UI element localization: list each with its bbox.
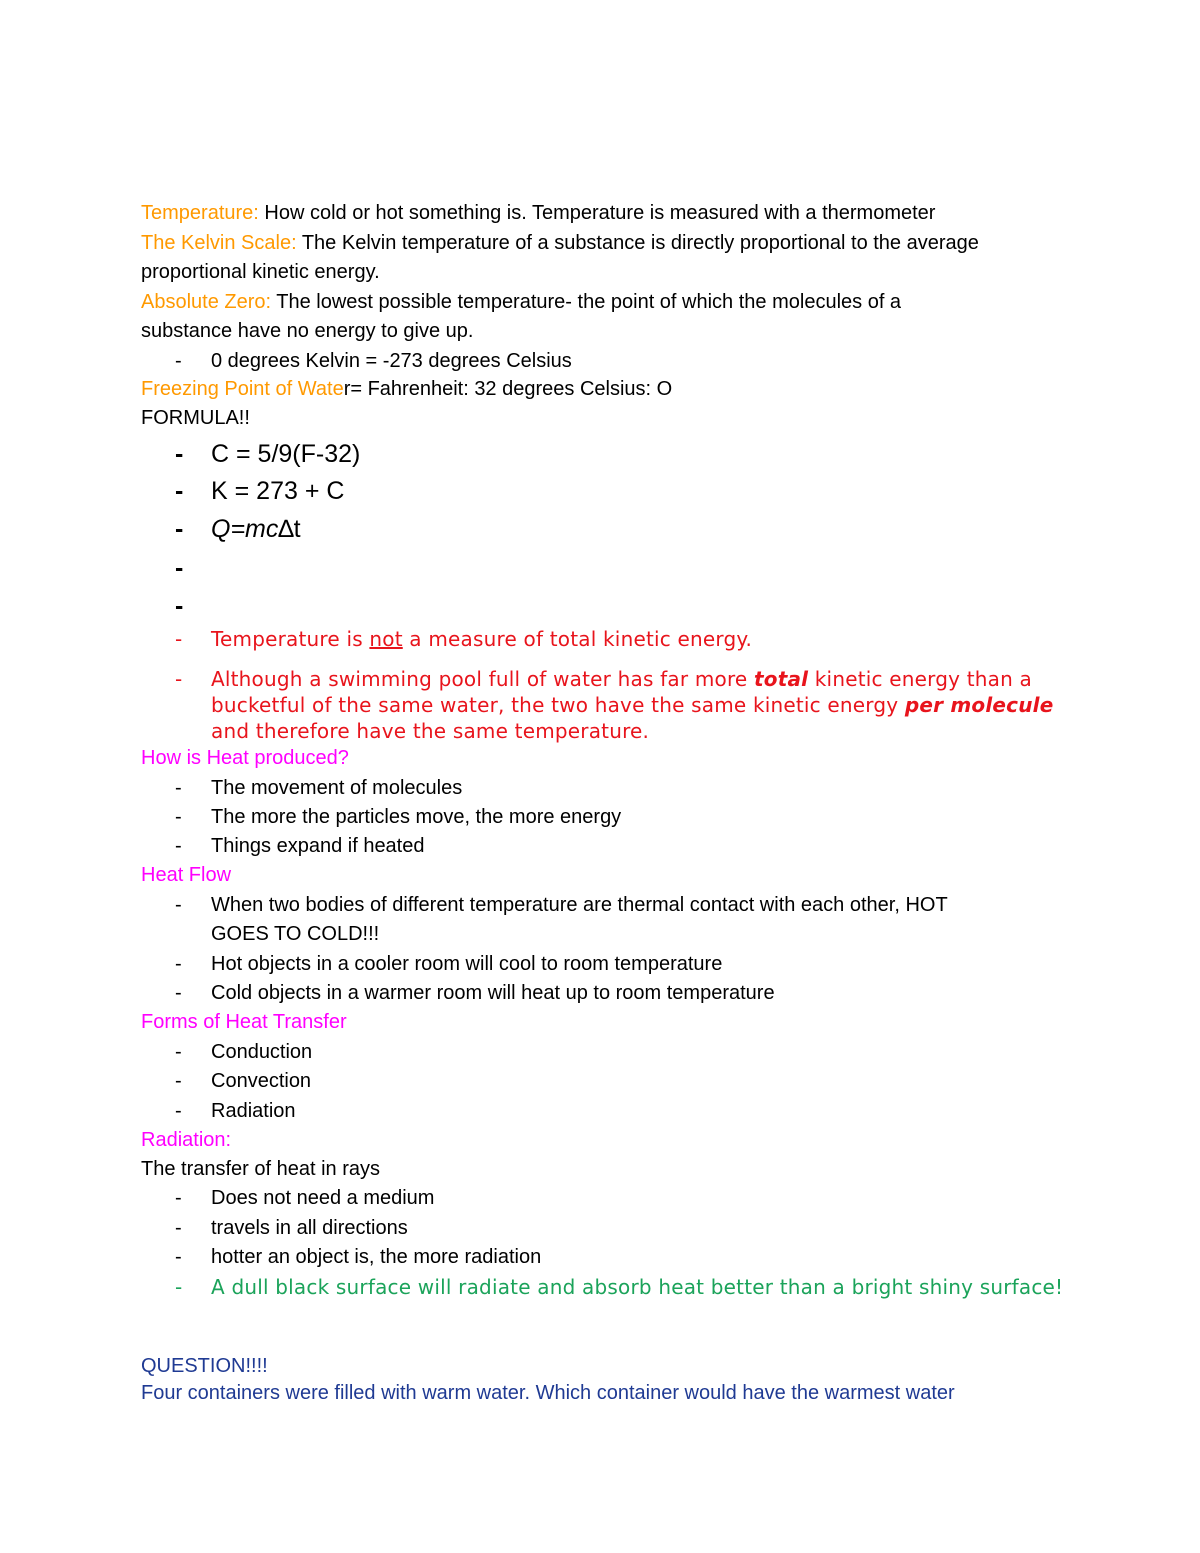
heat-transfer-item: Conduction xyxy=(211,1041,313,1063)
question-heading: QUESTION!!!! xyxy=(141,1355,268,1377)
formula-heat xyxy=(211,513,301,545)
bullet-dash: - xyxy=(175,1041,182,1063)
heat-flow-item-continued: GOES TO COLD!!! xyxy=(211,923,380,945)
kinetic-note-2-text: Although a swimming pool full of water has far more xyxy=(211,667,754,691)
bullet-dash: - xyxy=(175,515,184,543)
absolute-zero-text-continued: substance have no energy to give up. xyxy=(141,320,474,342)
kinetic-note-3-text: bucketful of the same water, the two have the same kinetic energy xyxy=(211,693,905,717)
absolute-zero-bullet: 0 degrees Kelvin = -273 degrees Celsius xyxy=(211,350,572,372)
kinetic-note-1-text-end: a measure of total kinetic energy. xyxy=(402,627,753,651)
bullet-dash: - xyxy=(175,1187,182,1209)
bullet-dash: - xyxy=(175,835,182,857)
bullet-dash: - xyxy=(175,667,183,691)
radiation-item: travels in all directions xyxy=(211,1217,408,1239)
bullet-dash: - xyxy=(175,350,182,372)
heat-transfer-heading: Forms of Heat Transfer xyxy=(141,1011,347,1033)
temperature-definition xyxy=(141,200,935,226)
heat-produced-item: Things expand if heated xyxy=(211,835,425,857)
radiation-green-note: A dull black surface will radiate and absorb heat better than a bright shiny surface! xyxy=(211,1275,1064,1299)
bullet-dash: - xyxy=(175,777,182,799)
formula-heat-q: Q=mc xyxy=(211,515,279,543)
radiation-definition: The transfer of heat in rays xyxy=(141,1158,381,1180)
kelvin-definition xyxy=(141,230,979,256)
heat-produced-item: The more the particles move, the more energy xyxy=(211,806,622,828)
kelvin-text-continued: proportional kinetic energy. xyxy=(141,261,380,283)
kinetic-note-3 xyxy=(211,692,1054,718)
radiation-item: hotter an object is, the more radiation xyxy=(211,1246,542,1268)
absolute-zero-term: Absolute Zero: xyxy=(141,291,272,313)
bullet-dash: - xyxy=(175,1246,182,1268)
freezing-point-line xyxy=(141,376,672,402)
kelvin-term: The Kelvin Scale: xyxy=(141,232,297,254)
heat-transfer-item: Radiation xyxy=(211,1100,296,1122)
formula-heading: FORMULA!! xyxy=(141,407,250,429)
bullet-dash: - xyxy=(175,477,184,505)
question-text: Four containers were filled with warm water. Which container would have the warmest water xyxy=(141,1382,955,1404)
bullet-dash: - xyxy=(175,554,184,582)
bullet-dash: - xyxy=(175,982,182,1004)
kinetic-note-1 xyxy=(211,626,752,652)
bullet-dash: - xyxy=(175,1070,182,1092)
bullet-dash: - xyxy=(175,627,183,651)
absolute-zero-text: The lowest possible temperature- the point of which the molecules of a xyxy=(271,291,902,313)
per-molecule-emphasis: per molecule xyxy=(904,693,1054,717)
not-underlined: not xyxy=(369,627,403,651)
temperature-term: Temperature: xyxy=(141,202,259,224)
heat-flow-heading: Heat Flow xyxy=(141,864,232,886)
freezing-point-term: Freezing Point of Wate xyxy=(141,378,344,400)
heat-transfer-item: Convection xyxy=(211,1070,312,1092)
temperature-text: How cold or hot something is. Temperature is measured with a thermometer xyxy=(258,202,936,224)
heat-flow-item: When two bodies of different temperature are thermal contact with each other, HOT xyxy=(211,894,948,916)
formula-kelvin: K = 273 + C xyxy=(211,477,345,505)
freezing-point-text: r= Fahrenheit: 32 degrees Celsius: O xyxy=(343,378,673,400)
formula-celsius: C = 5/9(F-32) xyxy=(211,440,361,468)
kinetic-note-2 xyxy=(211,666,1032,692)
kinetic-note-4: and therefore have the same temperature. xyxy=(211,719,650,743)
bullet-dash: - xyxy=(175,953,182,975)
kelvin-text: The Kelvin temperature of a substance is directly proportional to the average xyxy=(296,232,979,254)
absolute-zero-definition xyxy=(141,289,901,315)
heat-produced-item: The movement of molecules xyxy=(211,777,463,799)
bullet-dash: - xyxy=(175,440,184,468)
bullet-dash: - xyxy=(175,1100,182,1122)
bullet-dash: - xyxy=(175,1217,182,1239)
bullet-dash: - xyxy=(175,894,182,916)
radiation-item: Does not need a medium xyxy=(211,1187,435,1209)
formula-heat-delta: ∆t xyxy=(278,515,301,543)
bullet-dash: - xyxy=(175,592,184,620)
heat-flow-item: Cold objects in a warmer room will heat up to room temperature xyxy=(211,982,775,1004)
radiation-heading: Radiation: xyxy=(141,1129,232,1151)
heat-produced-heading: How is Heat produced? xyxy=(141,747,349,769)
heat-flow-item: Hot objects in a cooler room will cool to room temperature xyxy=(211,953,723,975)
bullet-dash: - xyxy=(175,1275,183,1299)
kinetic-note-1-text: Temperature is xyxy=(211,627,370,651)
total-emphasis: total xyxy=(754,667,809,691)
kinetic-note-2-text-end: kinetic energy than a xyxy=(808,667,1032,691)
bullet-dash: - xyxy=(175,806,182,828)
